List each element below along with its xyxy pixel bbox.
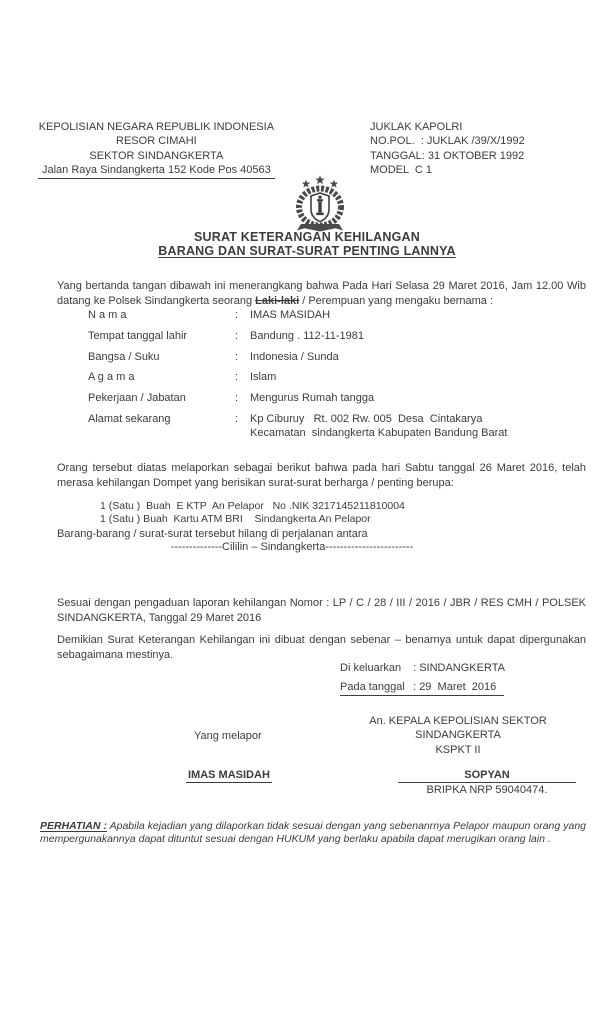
field-value: Bandung . 112-11-1981 — [250, 329, 364, 342]
issued-place-label: Di keluarkan — [340, 662, 402, 674]
field-value: IMAS MASIDAH — [250, 309, 331, 321]
issued-colon: : — [413, 662, 417, 674]
lost-location-line: Barang-barang / surat-surat tersebut hilang di perjalanan antara — [57, 528, 368, 540]
officer-caption-line1: An. KEPALA KEPOLISIAN SEKTOR SINDANGKERTA — [369, 715, 547, 742]
field-value: Indonesia / Sunda — [250, 350, 339, 363]
address-line-1: Kp Ciburuy Rt. 002 Rw. 005 Desa Cintakarya — [250, 412, 483, 425]
field-colon: : — [235, 350, 239, 363]
closing-paragraph: Demikian Surat Keterangan Kehilangan ini dibuat dengan sebenar – benarnya untuk dapat dipergunakan sebagaimana mestinya. — [57, 634, 586, 661]
field-value — [250, 413, 507, 441]
ref-line-2: NO.POL. : JUKLAK /39/X/1992 — [370, 135, 525, 148]
issued-date-underlined — [340, 681, 504, 696]
reporter-signature-caption: Yang melapor — [194, 730, 262, 742]
letterhead-reference-block — [370, 120, 586, 179]
officer-rank-nrp: BRIPKA NRP 59040474. — [426, 784, 548, 796]
ref-line-1: JUKLAK KAPOLRI — [370, 121, 463, 133]
officer-caption-line2: KSPKT II — [435, 743, 481, 756]
attention-notice — [40, 820, 586, 848]
reporter-name-signature — [186, 769, 272, 783]
field-colon: : — [235, 329, 239, 342]
document-title-line1: SURAT KETERANGAN KEHILANGAN — [194, 230, 420, 244]
issued-place-value: SINDANGKERTA — [419, 662, 505, 674]
report-paragraph: Orang tersebut diatas melaporkan sebagai berikut bahwa pada hari Sabtu tanggal 26 Maret 2016, telah merasa kehilangan Dompet yang berisikan surat-surat berharga / penting berupa: — [57, 462, 586, 489]
issued-date-line — [340, 681, 505, 696]
issuer-address: Jalan Raya Sindangkerta 152 Kode Pos 40563 — [38, 163, 275, 179]
issuer-line-2: RESOR CIMAHI — [116, 135, 197, 148]
polri-tribrata-emblem-icon — [288, 174, 352, 236]
opening-text-before: Yang bertanda tangan dibawah ini menerangkang bahwa Pada Hari Selasa 29 Maret 2016, Jam 12.00 Wib datang ke Polsek Sindangkerta seorang — [57, 280, 586, 307]
field-value: Islam — [250, 371, 277, 384]
issuance-block — [340, 662, 505, 703]
lost-route-line: --------------Cililin – Sindangkerta------------------------ — [170, 541, 414, 553]
ref-line-3: TANGGAL: 31 OKTOBER 1992 — [370, 149, 525, 162]
letterhead-issuer-block — [38, 120, 275, 179]
lost-item-1: 1 (Satu ) Buah E KTP An Pelapor No .NIK 3217145211810004 — [100, 500, 405, 512]
issued-colon: : — [413, 681, 417, 693]
field-label: Tempat tanggal lahir — [88, 329, 188, 342]
gender-struck-option: Laki-laki — [255, 294, 300, 307]
issued-date-value: 29 Maret 2016 — [419, 681, 497, 693]
document-title — [0, 230, 614, 259]
field-row-birth — [88, 330, 507, 344]
ref-line-4: MODEL C 1 — [370, 163, 432, 176]
lost-item-2: 1 (Satu ) Buah Kartu ATM BRI Sindangkerta An Pelapor — [100, 513, 371, 526]
document-title-line2: BARANG DAN SURAT-SURAT PENTING LANNYA — [158, 244, 456, 259]
officer-signature-caption — [330, 714, 586, 757]
issued-date-label: Pada tanggal — [340, 681, 405, 693]
issuer-line-3: SEKTOR SINDANGKERTA — [89, 149, 224, 162]
issued-place-line — [340, 662, 505, 674]
field-row-name — [88, 309, 507, 323]
field-colon: : — [235, 371, 239, 384]
opening-text-after: / Perempuan yang mengaku bernama : — [299, 294, 494, 307]
issuer-line-1: KEPOLISIAN NEGARA REPUBLIK INDONESIA — [38, 121, 275, 133]
opening-paragraph — [57, 279, 586, 308]
field-value: Mengurus Rumah tangga — [250, 392, 375, 404]
field-label: Alamat sekarang — [88, 412, 171, 425]
field-label: N a m a — [88, 309, 127, 321]
reference-paragraph: Sesuai dengan pengaduan laporan kehilangan Nomor : LP / C / 28 / III / 2016 / JBR / RES CMH / POLSEK SINDANGKERTA, Tanggal 29 Maret 2016 — [57, 597, 586, 624]
field-label: Pekerjaan / Jabatan — [88, 392, 186, 404]
field-row-occupation — [88, 392, 507, 406]
field-colon: : — [235, 392, 239, 404]
field-label: A g a m a — [88, 371, 135, 384]
field-colon: : — [235, 412, 239, 425]
address-line-2: Kecamatan sindangkerta Kabupaten Bandung Barat — [250, 426, 508, 439]
attention-text: Apabila kejadian yang dilaporkan tidak sesuai dengan yang sebenanrnya Pelapor maupun orang yang mempergunakannya dapat dituntut sesuai dengan HUKUM yang berlaku apabila dapat merugikan orang lain . — [40, 819, 586, 846]
officer-name-signature — [398, 769, 576, 796]
field-row-ethnicity — [88, 351, 507, 365]
reporter-name: IMAS MASIDAH — [188, 769, 270, 781]
field-row-address — [88, 413, 507, 441]
field-colon: : — [235, 309, 239, 321]
lost-items-list — [100, 500, 405, 526]
officer-name: SOPYAN — [398, 769, 576, 783]
attention-label: PERHATIAN : — [40, 819, 107, 832]
letterhead — [38, 120, 586, 179]
field-row-religion — [88, 371, 507, 385]
field-label: Bangsa / Suku — [88, 350, 160, 363]
reporter-identity-fields — [88, 309, 507, 447]
